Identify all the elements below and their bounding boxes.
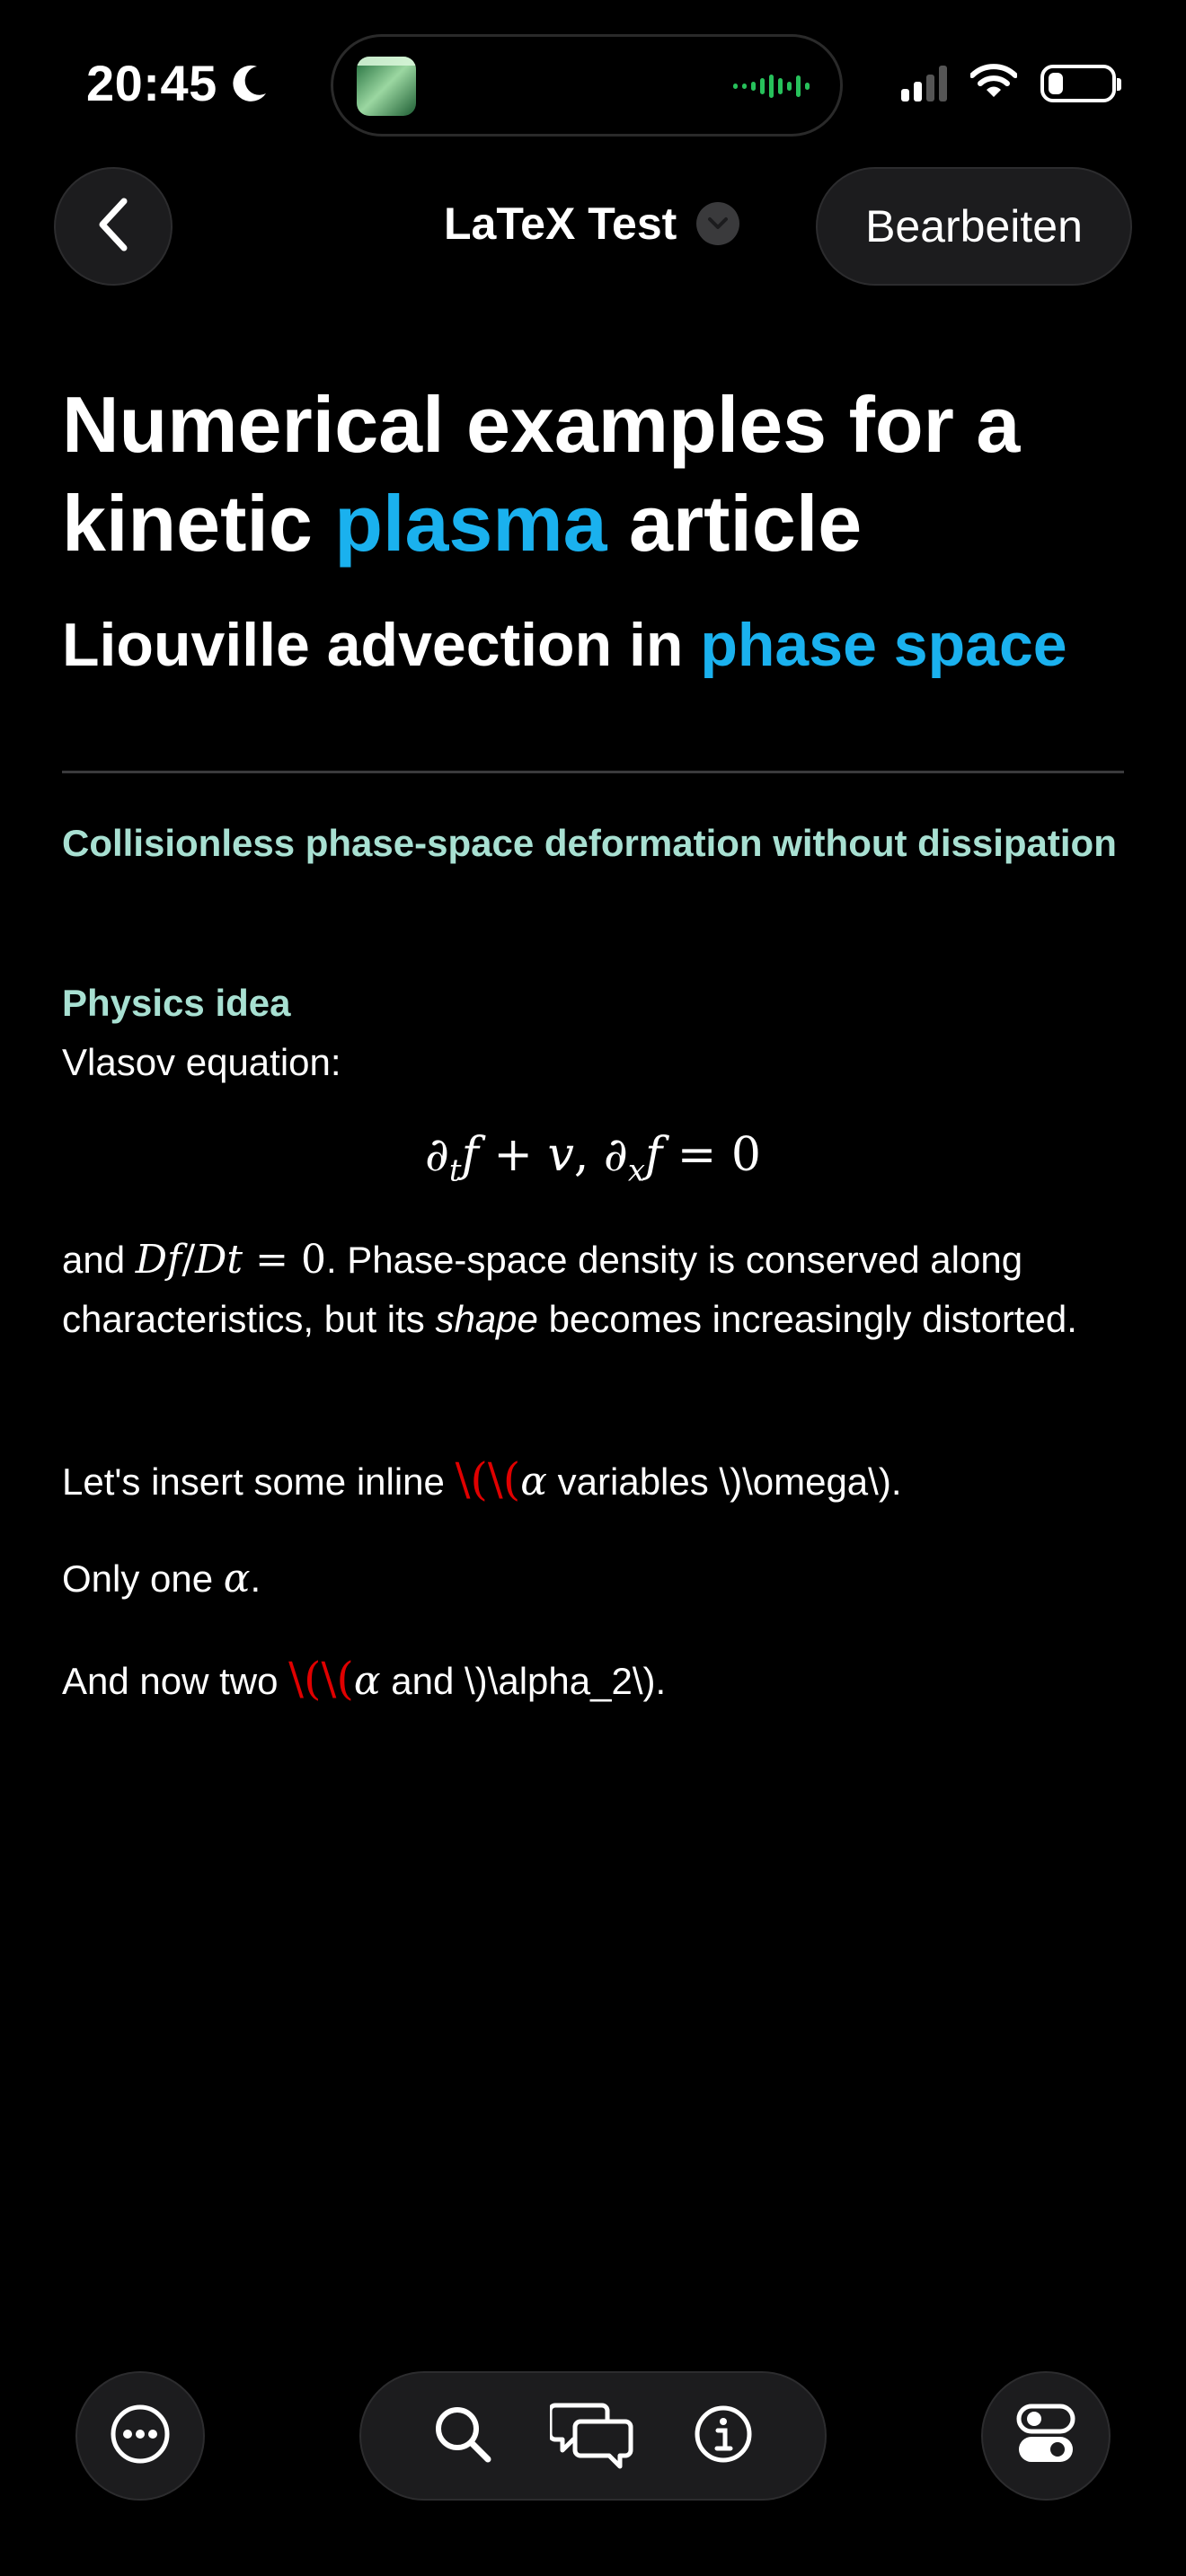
cellular-signal-icon <box>901 66 947 101</box>
highlighted-word: plasma <box>334 479 607 568</box>
info-button[interactable] <box>678 2391 768 2481</box>
inline-math: Df/Dt = 0 <box>135 1237 326 1283</box>
back-button[interactable] <box>54 167 173 286</box>
paragraph-only-one: Only one α. <box>62 1556 261 1601</box>
status-time: 20:45 <box>86 55 217 111</box>
paragraph-inline-test: Let's insert some inline \(\(α variables \)\omega\). <box>62 1453 902 1505</box>
toggles-icon <box>1016 2403 1075 2470</box>
settings-toggles-button[interactable] <box>981 2371 1111 2501</box>
chat-bubbles-icon <box>550 2398 636 2475</box>
search-button[interactable] <box>418 2391 508 2481</box>
heading-4: Physics idea <box>62 982 291 1024</box>
paragraph-phase-space: and Df/Dt = 0. Phase-space density is conserved along characteristics, but its shape becomes increasingly distorted. <box>62 1237 1077 1340</box>
heading-1: Numerical examples for a kinetic plasma article <box>62 380 1021 568</box>
latex-error-text: \(\( <box>288 1653 354 1705</box>
ellipsis-circle-icon <box>109 2403 172 2470</box>
display-equation: $\partial_tf + v$, $\partial_xf = 0$ <box>425 1128 761 1189</box>
chevron-down-icon <box>696 202 739 245</box>
search-icon <box>432 2404 493 2469</box>
chevron-left-icon <box>95 198 131 256</box>
paragraph-vlasov: Vlasov equation: <box>62 1041 341 1083</box>
inline-math: α <box>223 1556 251 1601</box>
document-title: LaTeX Test <box>444 198 677 249</box>
edit-button[interactable]: Bearbeiten <box>816 167 1132 286</box>
more-button[interactable] <box>75 2371 205 2501</box>
info-icon <box>693 2404 754 2469</box>
inline-math: α <box>520 1459 547 1504</box>
heading-divider <box>62 771 1124 773</box>
latex-error-text: \(\( <box>455 1453 521 1505</box>
document-title-menu[interactable] <box>444 198 739 250</box>
now-playing-artwork <box>357 57 416 116</box>
bottom-toolbar <box>359 2371 827 2501</box>
comments-button[interactable] <box>548 2391 638 2481</box>
heading-3: Collisionless phase-space deformation without dissipation <box>62 822 1117 864</box>
moon-icon <box>232 63 270 107</box>
inline-math: α <box>353 1658 381 1704</box>
audio-waveform-icon <box>733 75 810 98</box>
dynamic-island[interactable] <box>331 34 843 137</box>
highlighted-phrase: phase space <box>700 611 1067 679</box>
heading-2: Liouville advection in phase space <box>62 611 1067 679</box>
battery-icon <box>1040 65 1116 102</box>
wifi-icon <box>970 63 1017 103</box>
paragraph-two: And now two \(\(α and \)\alpha_2\). <box>62 1653 667 1705</box>
